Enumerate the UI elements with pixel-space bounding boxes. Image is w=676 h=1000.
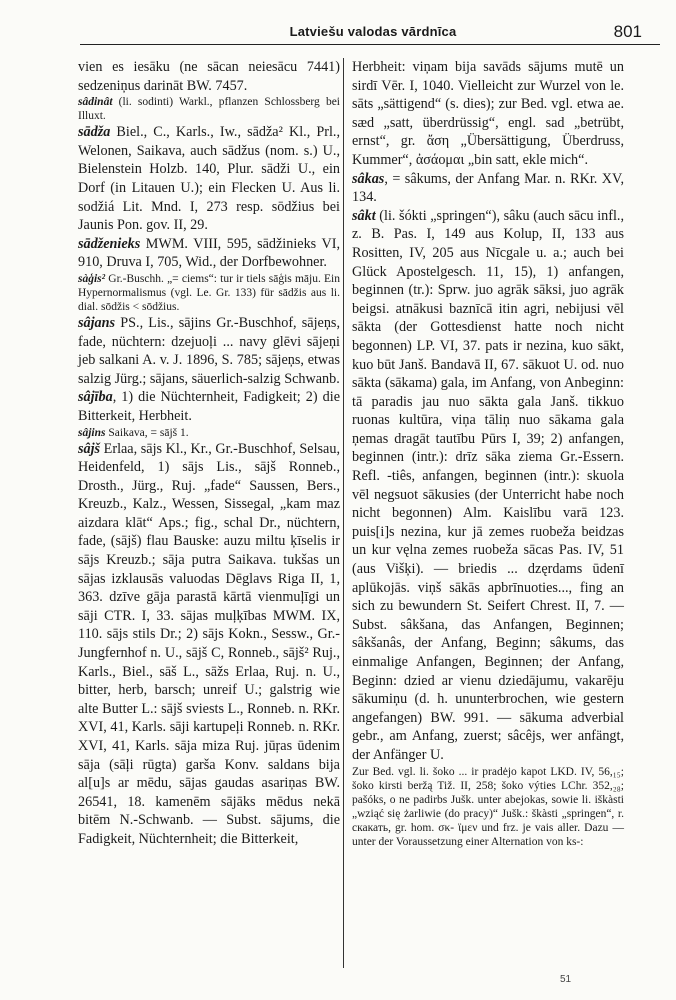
entry-text: MWM. VIII, 595, sādžinieks VI, 910, Druva I, 705, Wid., der Dorfbewohner.: [78, 235, 340, 271]
header-rule: [80, 44, 660, 45]
entry-text: Zur Bed. vgl. li. šoko ... ir pradėjo kapot LKD. IV, 56,₁₅; šoko kirsti beržą Tiž. II, 258; šoko výties LChr. 352,₂₈; pašóks, o ne padirbs Jušk. unter abejokas, sowie li. iškàsti „wziąć się żarliwie (do pracy)“ Jušk.: škàsti „springen“, r. скакать, gr. hom. σκ- ϊμεν und frz. je vais aller. Dazu — unter der Voraussetzung einer Alternation von ks-:: [352, 765, 624, 848]
page-number: 801: [613, 22, 642, 41]
dictionary-entry: [352, 170, 624, 207]
dictionary-entry: [78, 95, 340, 123]
entry-headword: sādža: [78, 124, 111, 141]
page-header: [80, 14, 666, 44]
entry-text: Erlaa, sājs Kl., Kr., Gr.-Buschhof, Selsau, Heidenfeld, 1) sājs Lis., sājš Ronneb., Drosth., Jürg., Ruj. „fade“ Saussen, Bers., Kreuzb., Kalz., Wessen, Sissegal, „kam maz aizdara klāt“ Aps.; fig., schal Dr., nüchtern, fade, (sājš) flau Bauske: auzu miltu ķīselis ir sājs Kreuzb.; sāja putra Saikava. tukšas un sājas izklausās valuodas Dēglavs Riga II, 1, 363. dzīve gāja parastā kārtā vienmuļīgi un sāji CTR. I, 33. sājas muļķības MWM. IX, 110. sājs stils Dr.; 2) sājs Kokn., Sessw., Gr.-Jungfernhof n. U., sājš C, Ronneb., sājš² Ruj., Karls., Biel., sāš L., sāžs Erlaa, Ruj. n. U., bitter, herb, barsch; unreif U.; galstrig wie alte Butter L.: sājš sviests L., Ronneb. n. RKr. XVI, 41, Karls. sāji kartupeļi Ronneb. n. RKr. XVI, 41, Karls. sāja miza Ruj. jūŗas ūdenim sāja (sāļi rūgta) garša Konv. saldans bija al[u]s ar mēdu, sājas gaudas asariņas BW. 26541, 18. kamenēm sājāks mēdus nekā bitēm N.-Schwanb. — Subst. sājums, die Fadigkeit, Nüchternheit; die Bitterkeit,: [78, 440, 340, 847]
entry-headword: sādženieks: [78, 235, 141, 252]
dictionary-entry: [78, 388, 340, 425]
entry-headword: sâjš: [78, 440, 101, 457]
entry-headword: sâkt: [352, 207, 376, 224]
entry-text: PS., Lis., sājins Gr.-Buschhof, sājeņs, fade, nüchtern: dzejuoļi ... navy glēvi sājeņi jeb salkani A. v. J. 1896, S. 785; sājeņs, etwas salzig Jürg.; sājans, säuerlich-salzig Schwanb.: [78, 314, 340, 387]
entry-text: , 1) die Nüchternheit, Fadigkeit; 2) die Bitterkeit, Herbheit.: [78, 389, 340, 424]
dictionary-entry: [78, 58, 340, 95]
dictionary-entry: [352, 207, 624, 765]
entry-headword: sàģis²: [78, 272, 106, 285]
entry-text: (li. šókti „springen“), sâku (auch sācu infl., z. B. Pas. I, 149 aus Kolup, II, 133 aus Rositten, IV, 205 aus Nīcgale u. a.; auch bei Glück Apostelgesch. 11, 15), 1) anfangen, beginnen (tr.): Sprw. juo agrāk sāksi, juo agrāk beigsi. atnākusi baznīcā itin agri, nebijusi vēl sākta (der Gottesdienst hatte noch nicht begonnen) LP. VI, 37. pats ir nezina, kuo sākt, kuo būt Janš. Bandavā II, 67. sākuot U. od. nuo sākta (sākama) gala, im Anfang, von Anbeginn: tā paradis jau nuo sākta gala Janš. tikkuo ruonas kultūra, viņa tāliņ nuo sākama gala ņemas dragāt tautību Pūrs I, 39; 2) anfangen, beginnen (intr.): drīz sāka ziema Gr.-Essern. Refl. -tiês, anfangen, beginnen (intr.): skuola vēl negsuot sākusies (der Unterricht habe noch nicht begonnen) Alm. Kaislību varā 123. puis[i]s nezina, kur jā zemes ruobeža beidzas un kur vęlna zemes ruobeža sācas Pas. IV, 51 (aus Višķi). — briedis ... dzęrdams ūdenī aplūkojās. viņš sākās apbrīnuoties..., fing an sich zu bewundern St. Seifert Chrest. II, 7. — Subst. sâkšana, das Anfangen, Beginnen; sâkšanâs, der Anfang, Beginn; sâkums, das einmalige Anfangen, Beginnen; der Anfang, Beginn: dzied ar vienu dziedājumu, vakarēju sākumiņu (d. h. ununterbrochen, wie gestern angefangen) BW. 991. — sākuma adverbial gebr., am Anfang, zuerst; sâcêjs, wer anfängt, der Anfänger U.: [352, 207, 624, 763]
entry-text: , = sâkums, der Anfang Mar. n. RKr. XV, 134.: [352, 170, 624, 206]
dictionary-entry: [78, 314, 340, 388]
entry-text: Gr.-Buschh. „= ciems“: tur ir tiels sāģis māju. Ein Hypernormalismus (vgl. Le. Gr. 133) für sādžis aus li. dial. sōdžis < sōdžius.: [78, 272, 340, 313]
dictionary-entry: [352, 765, 624, 849]
dictionary-entry: [78, 123, 340, 235]
entry-text: (li. sodinti) Warkl., pflanzen Schlossberg bei Illuxt.: [78, 96, 340, 123]
dictionary-entry: [78, 426, 340, 440]
left-column: [78, 58, 340, 849]
entry-text: Biel., C., Karls., Iw., sādža² Kl., Prl., Welonen, Saikava, auch sādžus (nom. s.) U., Bielenstein Holzb. 140, Plur. sādži U., ein Dorf (in Litauen U.); ein Flecken U. Aus li. sodžiá Lit. Mnd. I, 273 resp. sōdžius bei Jaunis Pon. gov. II, 29.: [78, 124, 340, 234]
running-title: Latviešu valodas vārdnīca: [289, 24, 457, 39]
entry-headword: sâkas: [352, 170, 385, 187]
entry-text: Herbheit: viņam bija savāds sājums mutē un sirdī Vēr. I, 1040. Vielleicht zur Wurzel von le. sāts „sättigend“ (s. dies); zur Bed. vgl. etwa ae. sæd „satt, überdrüssig“, engl. sad „betrübt, ernst“, gr. ἄση „Übersättigung, Überdruss, Kummer“, ἀσάομαι „bin satt, ekle mich“.: [352, 59, 624, 168]
right-column: [352, 58, 624, 849]
dictionary-entry: [352, 58, 624, 170]
signature-mark: 51: [560, 974, 572, 985]
column-divider: [343, 58, 344, 968]
entry-headword: sâdinât: [78, 96, 113, 109]
dictionary-entry: [78, 272, 340, 314]
entry-headword: sâjans: [78, 314, 116, 331]
entry-text: Saikava, = sājš 1.: [105, 426, 189, 439]
entry-headword: sâjība: [78, 389, 113, 406]
dictionary-entry: [78, 440, 340, 849]
entry-text: vien es iesāku (ne sācan neiesācu 7441) sedzeniņus darināt BW. 7457.: [78, 59, 340, 94]
dictionary-entry: [78, 235, 340, 272]
entry-headword: sâjins: [78, 426, 106, 439]
